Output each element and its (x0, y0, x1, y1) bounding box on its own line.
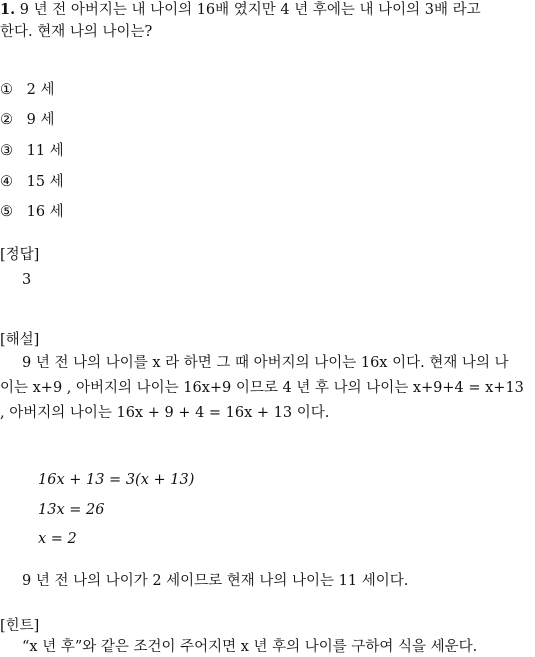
option-4-text: 15 세 (26, 174, 64, 190)
equation-2: 13x = 26 (38, 502, 105, 518)
option-1-mark: ① (0, 82, 13, 98)
equation-1: 16x + 13 = 3(x + 13) (38, 472, 195, 488)
hint-label: [힌트] (0, 618, 40, 634)
option-5[interactable] (0, 202, 64, 222)
question-text-1: 9 년 전 아버지는 내 나이의 16배 였지만 4 년 후에는 내 나이의 3배 라고 (19, 2, 481, 18)
equation-3: x = 2 (38, 531, 77, 547)
option-5-mark: ⑤ (0, 204, 13, 220)
option-2-text: 9 세 (26, 112, 55, 128)
question-line-1 (0, 0, 481, 20)
option-5-text: 16 세 (26, 204, 64, 220)
explanation-line-2: 이는 x+9 , 아버지의 나이는 16x+9 이므로 4 년 후 나의 나이는 x+9+4 = x+13 (0, 380, 524, 396)
option-3-mark: ③ (0, 143, 13, 159)
question-line-2: 한다. 현재 나의 나이는? (0, 24, 153, 40)
option-4[interactable] (0, 172, 64, 192)
explanation-conclusion: 9 년 전 나의 나이가 2 세이므로 현재 나의 나이는 11 세이다. (22, 573, 409, 589)
option-4-mark: ④ (0, 174, 13, 190)
option-3[interactable] (0, 141, 64, 161)
explanation-line-1: 9 년 전 나의 나이를 x 라 하면 그 때 아버지의 나이는 16x 이다. 현재 나의 나 (22, 355, 509, 371)
answer-value: 3 (22, 272, 32, 288)
hint-text: “x 년 후”와 같은 조건이 주어지면 x 년 후의 나이를 구하여 식을 세운다. (22, 639, 478, 655)
explanation-line-3: , 아버지의 나이는 16x + 9 + 4 = 16x + 13 이다. (0, 405, 330, 421)
explanation-label: [해설] (0, 332, 40, 348)
option-3-text: 11 세 (26, 143, 64, 159)
answer-label: [정답] (0, 247, 40, 263)
option-1-text: 2 세 (26, 82, 55, 98)
option-2-mark: ② (0, 112, 13, 128)
option-2[interactable] (0, 110, 54, 130)
option-1[interactable] (0, 80, 54, 100)
question-number: 1. (0, 1, 16, 18)
